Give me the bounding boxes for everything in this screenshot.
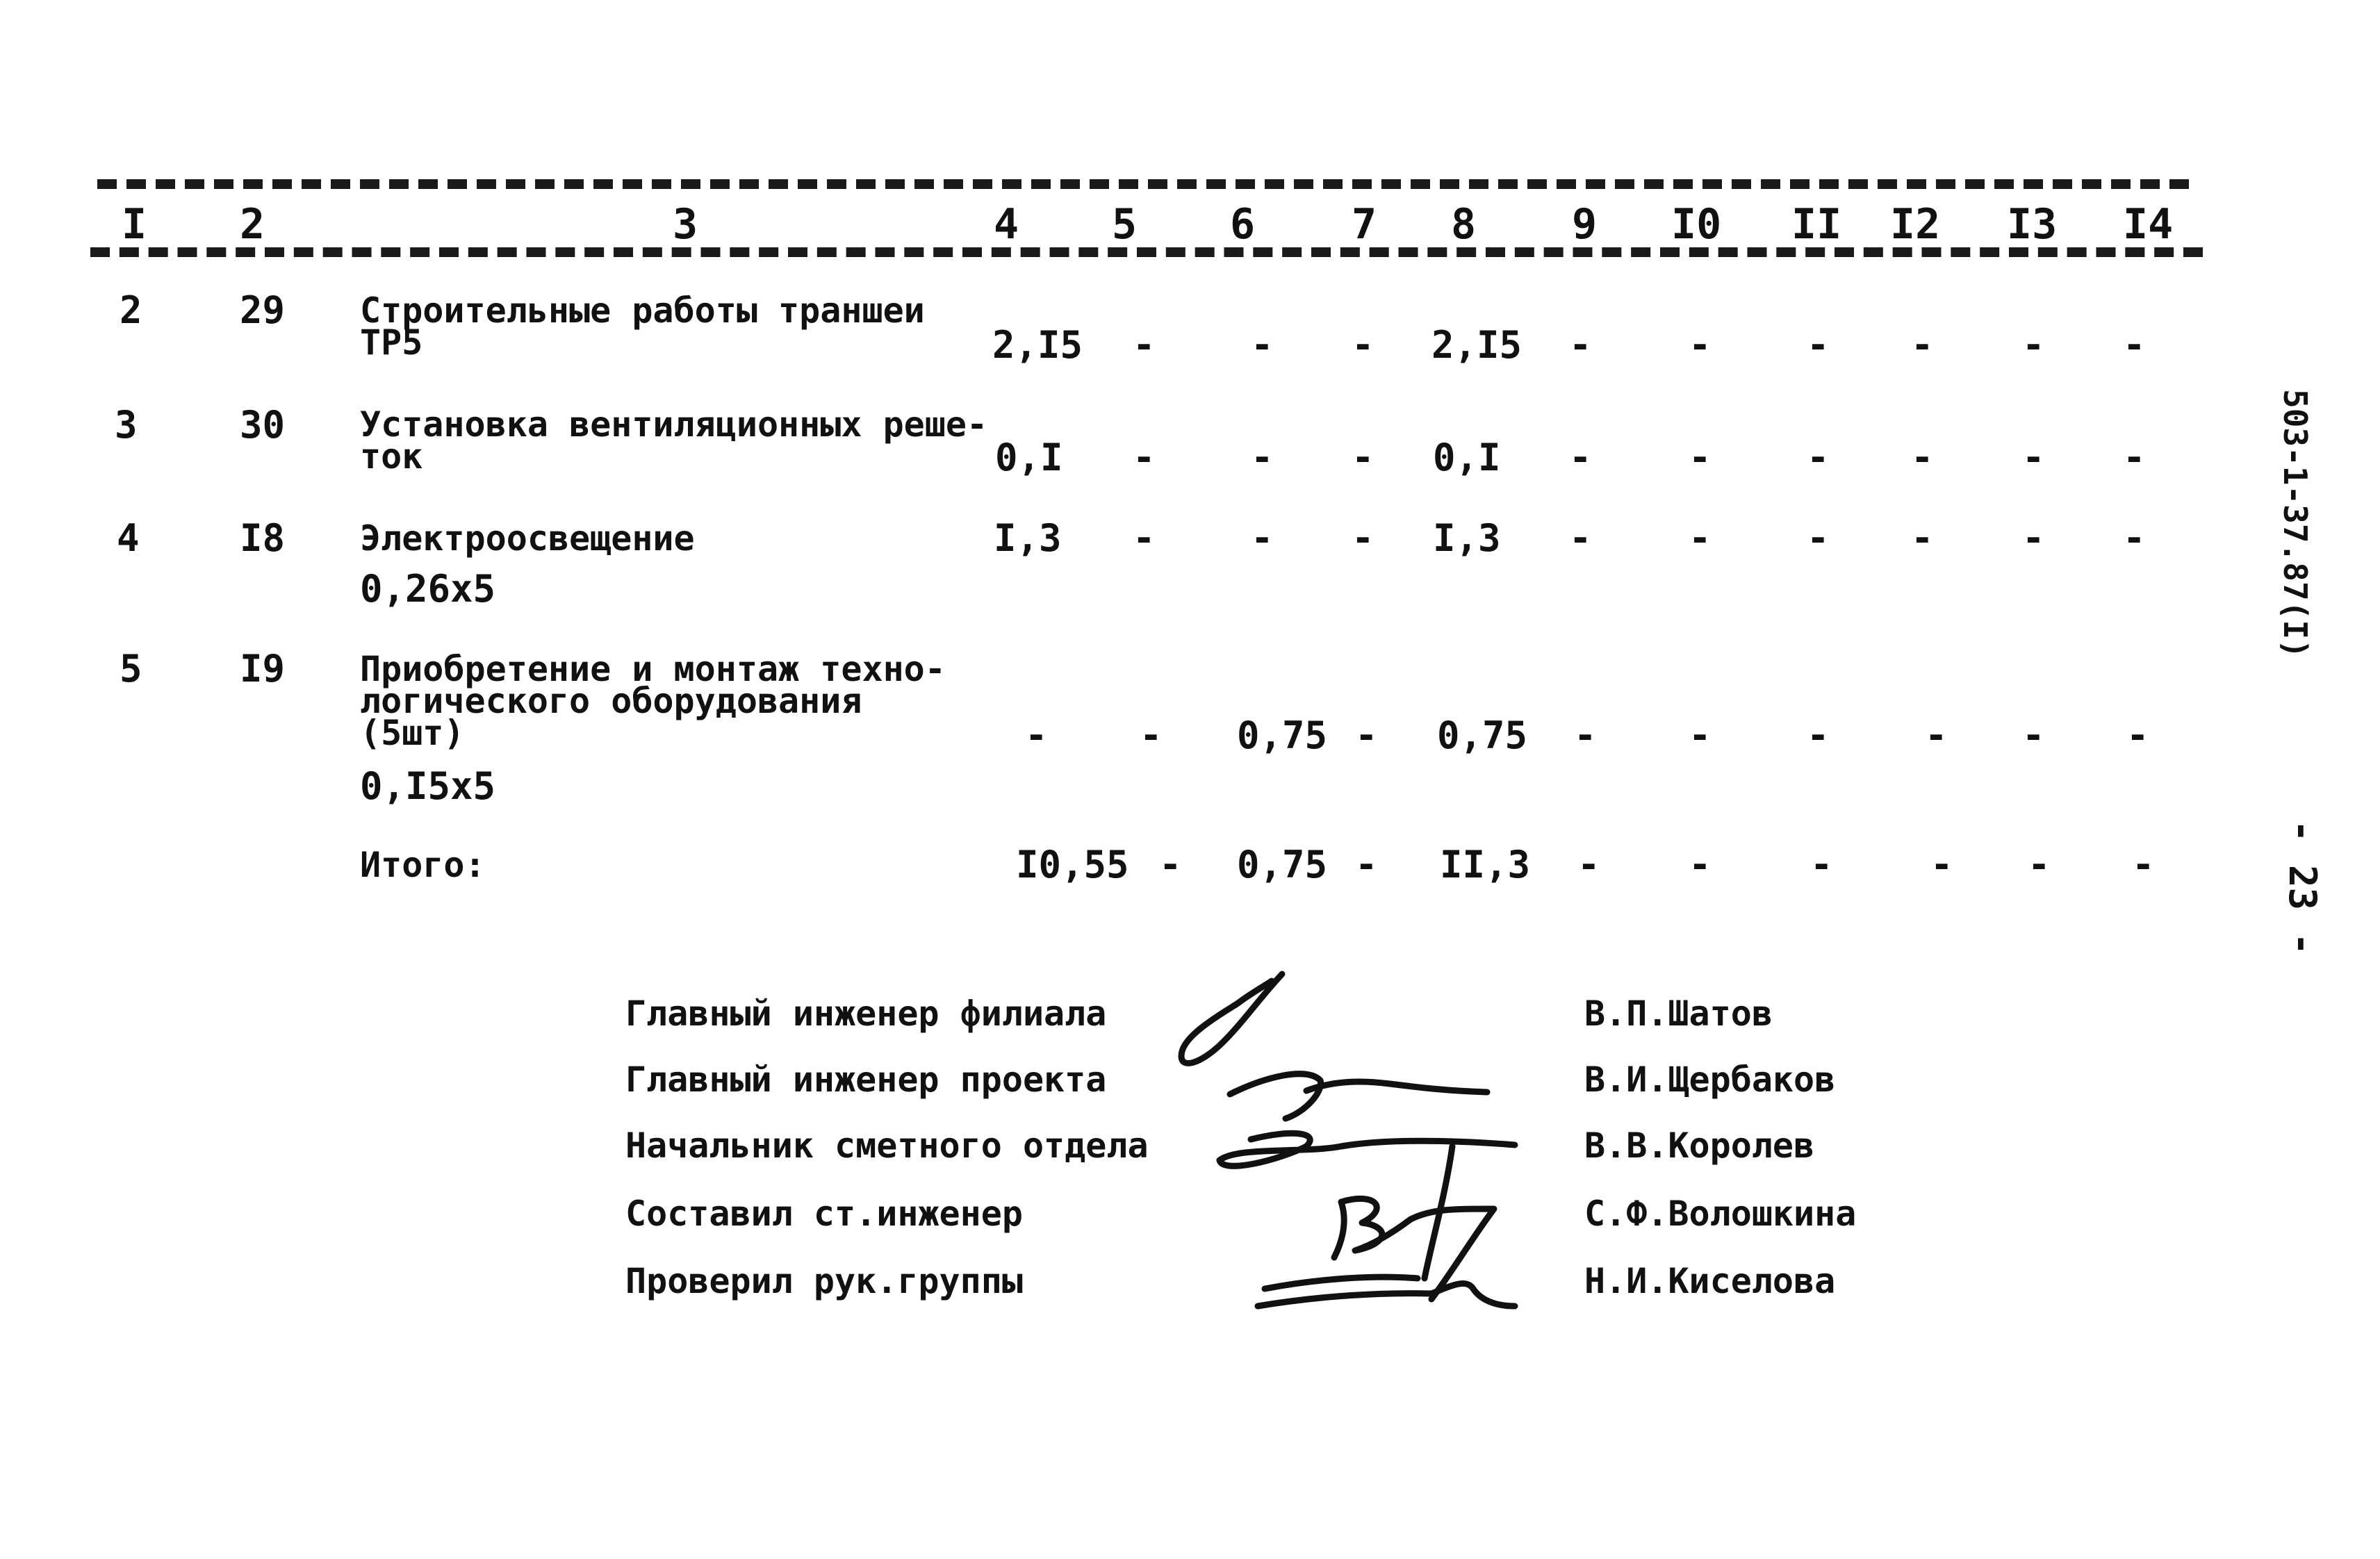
value-col-11: - [1807, 436, 1830, 479]
value-col-11: - [1807, 516, 1830, 560]
total-label: Итого: [360, 845, 486, 885]
value-col-8: 0,I [1433, 436, 1501, 479]
total-col-10: - [1689, 843, 1712, 886]
signer-title: Главный инженер проекта [625, 1059, 1107, 1100]
value-col-8: 0,75 [1437, 713, 1528, 757]
value-col-7: - [1355, 713, 1378, 757]
value-col-12: - [1911, 516, 1934, 560]
row-number: 4 [117, 516, 140, 560]
value-col-7: - [1352, 323, 1374, 367]
col-header-8: 8 [1451, 200, 1477, 249]
col-header-12: I2 [1890, 200, 1941, 249]
signature-2 [1230, 1074, 1487, 1119]
col-header-9: 9 [1572, 200, 1598, 249]
col-header-3: 3 [673, 200, 698, 249]
page-number: - 23 - [2281, 820, 2324, 956]
value-col-4: I,3 [994, 516, 1062, 560]
row-number: 3 [115, 403, 138, 447]
row-description: Установка вентиляционных реше- ток [360, 404, 988, 477]
value-col-8: I,3 [1433, 516, 1501, 560]
value-col-9: - [1569, 436, 1592, 479]
total-col-11: - [1810, 843, 1833, 886]
value-col-12: - [1911, 323, 1934, 367]
row-code: 30 [240, 403, 286, 447]
col-header-11: II [1791, 200, 1842, 249]
col-header-2: 2 [240, 200, 265, 249]
row-description: Электроосвещение [360, 518, 695, 559]
row-calculation: 0,I5х5 [360, 764, 496, 808]
value-col-10: - [1689, 516, 1712, 560]
value-col-10: - [1689, 436, 1712, 479]
col-header-4: 4 [994, 200, 1019, 249]
row-code: I8 [240, 516, 286, 560]
value-col-14: - [2123, 323, 2146, 367]
value-col-6: - [1251, 323, 1274, 367]
signature-5 [1258, 1277, 1515, 1306]
signature-1 [1181, 974, 1282, 1063]
total-col-12: - [1930, 843, 1953, 886]
value-col-4: 2,I5 [992, 323, 1083, 367]
signer-title: Главный инженер филиала [625, 993, 1107, 1034]
total-col-6: 0,75 [1237, 843, 1328, 886]
col-header-7: 7 [1352, 200, 1377, 249]
total-col-9: - [1577, 843, 1600, 886]
col-header-14: I4 [2123, 200, 2174, 249]
value-col-5: - [1133, 436, 1156, 479]
row-code: I9 [240, 647, 286, 691]
value-col-14: - [2123, 436, 2146, 479]
total-col-7: - [1355, 843, 1378, 886]
value-col-7: - [1352, 436, 1374, 479]
value-col-13: - [2022, 713, 2045, 757]
col-header-13: I3 [2007, 200, 2058, 249]
value-col-12: - [1911, 436, 1934, 479]
value-col-6: - [1251, 516, 1274, 560]
total-col-8: II,3 [1440, 843, 1531, 886]
value-col-9: - [1569, 516, 1592, 560]
row-code: 29 [240, 288, 286, 332]
signer-title: Составил ст.инженер [625, 1194, 1023, 1234]
col-header-6: 6 [1230, 200, 1256, 249]
value-col-4: - [1025, 713, 1048, 757]
signature-3 [1220, 1133, 1515, 1278]
row-number: 5 [120, 647, 142, 691]
value-col-6: 0,75 [1237, 713, 1328, 757]
signer-title: Начальник сметного отдела [625, 1125, 1149, 1166]
signer-name: В.В.Королев [1584, 1125, 1815, 1166]
value-col-5: - [1133, 323, 1156, 367]
value-col-5: - [1133, 516, 1156, 560]
value-col-9: - [1569, 323, 1592, 367]
signer-name: В.П.Шатов [1584, 993, 1773, 1034]
row-description: Приобретение и монтаж техно- логического оборудования (5шт) [360, 649, 946, 753]
col-header-1: I [122, 200, 147, 249]
value-col-9: - [1574, 713, 1597, 757]
value-col-8: 2,I5 [1431, 323, 1523, 367]
total-col-5: - [1159, 843, 1182, 886]
value-col-14: - [2123, 516, 2146, 560]
value-col-10: - [1689, 713, 1712, 757]
value-col-13: - [2022, 323, 2045, 367]
col-header-5: 5 [1112, 200, 1138, 249]
signer-title: Проверил рук.группы [625, 1261, 1023, 1301]
value-col-5: - [1140, 713, 1163, 757]
total-col-14: - [2132, 843, 2155, 886]
signer-name: Н.И.Киселова [1584, 1261, 1836, 1301]
col-header-10: I0 [1671, 200, 1722, 249]
row-calculation: 0,26х5 [360, 567, 496, 611]
value-col-10: - [1689, 323, 1712, 367]
value-col-11: - [1807, 713, 1830, 757]
value-col-4: 0,I [995, 436, 1063, 479]
value-col-7: - [1352, 516, 1374, 560]
document-code: 503-1-37.87(I) [2276, 389, 2314, 659]
signer-name: В.И.Щербаков [1584, 1059, 1836, 1100]
value-col-14: - [2126, 713, 2149, 757]
total-col-4: I0,55 [1016, 843, 1129, 886]
row-number: 2 [120, 288, 142, 332]
value-col-6: - [1251, 436, 1274, 479]
total-col-13: - [2028, 843, 2051, 886]
value-col-12: - [1925, 713, 1948, 757]
value-col-13: - [2022, 516, 2045, 560]
value-col-11: - [1807, 323, 1830, 367]
row-description: Строительные работы траншеи ТР5 [360, 290, 925, 363]
signer-name: С.Ф.Волошкина [1584, 1194, 1857, 1234]
value-col-13: - [2022, 436, 2045, 479]
